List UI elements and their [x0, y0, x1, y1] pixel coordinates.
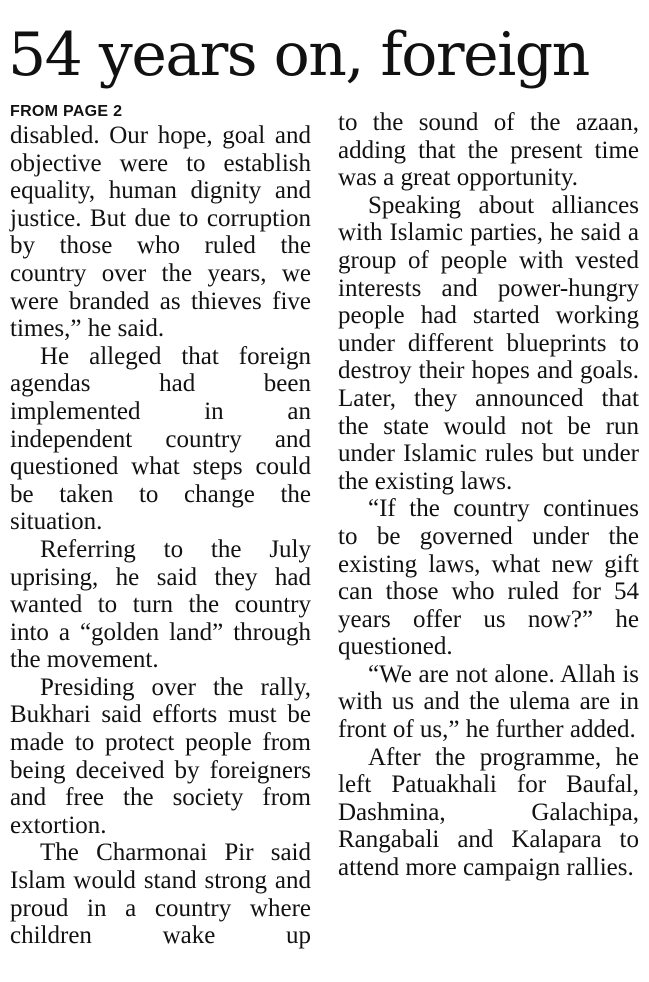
- continuation-kicker: FROM PAGE 2: [10, 103, 123, 120]
- paragraph: Speaking about alliances with Islamic parties, he said a group of people with vested interests and power-hungry people had started working under different blueprints to destroy their hopes and goals. Later, they announced that the state would not be run under Islamic rules but under the existing laws.: [338, 191, 639, 495]
- paragraph: “We are not alone. Allah is with us and the ulema are in front of us,” he further added.: [338, 660, 639, 744]
- article-column-right: [338, 109, 639, 882]
- paragraph: Referring to the July uprising, he said they had wanted to turn the country into a “golden land” through the movement.: [10, 535, 311, 674]
- paragraph: Presiding over the rally, Bukhari said efforts must be made to protect people from being deceived by foreigners and free the society from extortion.: [10, 673, 311, 839]
- paragraph: After the programme, he left Patuakhali for Baufal, Dashmina, Galachipa, Rangabali and Kalapara to attend more campaign rallies.: [338, 743, 639, 882]
- paragraph: “If the country continues to be governed under the existing laws, what new gift can those who ruled for 54 years offer us now?” he questioned.: [338, 495, 639, 661]
- article-headline: 54 years on, foreign: [8, 20, 589, 90]
- paragraph: disabled. Our hope, goal and objective were to establish equality, human dignity and justice. But due to corruption by those who ruled the country over the years, we were branded as thieves five times,” he said.: [10, 122, 311, 343]
- paragraph: The Charmonai Pir said Islam would stand strong and proud in a country where children wake up: [10, 839, 311, 950]
- article-column-left: [10, 103, 311, 950]
- paragraph: He alleged that foreign agendas had been implemented in an independent country and questioned what steps could be taken to change the situation.: [10, 342, 311, 536]
- paragraph: to the sound of the azaan, adding that the present time was a great opportunity.: [338, 109, 639, 192]
